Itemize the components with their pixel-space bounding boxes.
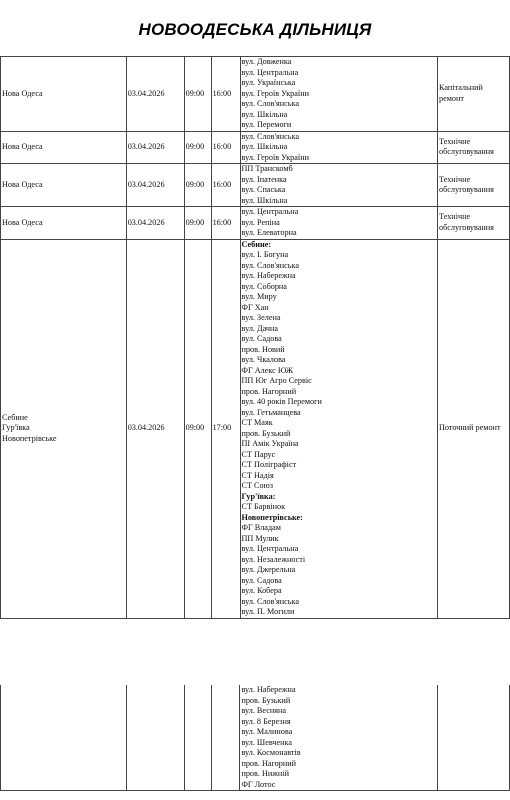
settlement-name: Нова Одеса — [2, 88, 43, 98]
work-type-cell: Технічне обслуговування — [438, 131, 510, 164]
street-item: вул. П. Могили — [241, 607, 295, 616]
street-item: пров. Нижній — [241, 769, 289, 778]
street-item: пров. Бузький — [241, 695, 291, 705]
table-row — [1, 131, 510, 164]
street-item: вул. Гетьманцева — [241, 407, 301, 417]
settlement-name: Новопетрівське — [2, 433, 57, 443]
street-item: вул. Миру — [241, 292, 277, 301]
start-time-cell: 09:00 — [184, 164, 211, 207]
street-item: вул. Центральна — [241, 207, 299, 216]
street-item: пров. Новий — [241, 344, 285, 354]
street-item: СТ Надія — [241, 470, 274, 480]
street-item: вул. Садова — [241, 334, 282, 343]
street-item: вул. Слов'янська — [241, 596, 299, 606]
street-item: вул. Героїв України — [241, 88, 309, 98]
street-item: ФГ Хан — [241, 302, 269, 312]
streets-cell — [240, 685, 438, 791]
street-item: вул. Елеваторна — [241, 228, 297, 237]
date-cell — [126, 685, 184, 791]
date-cell: 03.04.2026 — [126, 164, 184, 207]
street-item: вул. Репіна — [241, 217, 280, 227]
page-title: НОВООДЕСЬКА ДІЛЬНИЦЯ — [138, 20, 372, 39]
street-item: вул. Набережна — [241, 685, 296, 694]
settlement-cell — [1, 57, 127, 132]
settlement-cell — [1, 207, 127, 240]
street-item: СТ Союз — [241, 481, 273, 490]
street-item: вул. Шкільна — [241, 109, 288, 119]
street-item: вул. Шкільна — [241, 142, 288, 151]
street-item: вул. Кобера — [241, 586, 282, 595]
street-item: вул. Соборна — [241, 281, 287, 291]
street-item: вул. Дачна — [241, 323, 279, 333]
street-item: вул. Весняна — [241, 706, 287, 715]
street-item: вул. Центральна — [241, 544, 299, 553]
work-type-cell: Капітальний ремонт — [438, 57, 510, 132]
street-item: СТ Маяк — [241, 418, 273, 427]
end-time-cell — [211, 685, 240, 791]
streets-cell — [240, 57, 437, 132]
street-item: вул. Набережна — [241, 271, 296, 280]
street-item: вул. Джерельна — [241, 565, 296, 574]
start-time-cell — [184, 685, 211, 791]
street-item: вул. Незалежності — [241, 554, 306, 564]
date-cell: 03.04.2026 — [126, 207, 184, 240]
street-item: вул. Малинова — [241, 727, 293, 736]
street-item: ПП Транскомб — [241, 164, 293, 173]
settlement-name: Нова Одеса — [2, 142, 43, 151]
street-item: вул. Зелена — [241, 313, 281, 322]
end-time-cell: 16:00 — [211, 57, 240, 132]
start-time-cell: 09:00 — [184, 207, 211, 240]
start-time-cell: 09:00 — [184, 131, 211, 164]
table-row — [1, 207, 510, 240]
street-item: вул. Садова — [241, 575, 282, 585]
work-type-cell: Технічне обслуговування — [438, 164, 510, 207]
table-row — [1, 164, 510, 207]
end-time-cell: 16:00 — [211, 131, 240, 164]
work-type-cell: Поточний ремонт — [438, 239, 510, 618]
streets-cell — [240, 131, 437, 164]
table-row — [1, 239, 510, 618]
street-item: ФГ Владам — [241, 523, 281, 532]
street-item: пров. Нагорний — [241, 758, 296, 768]
settlement-cell — [1, 239, 127, 618]
outage-schedule-table-continuation — [0, 685, 510, 791]
settlement-name: Нова Одеса — [2, 179, 43, 189]
street-item: вул. І. Богуна — [241, 250, 289, 259]
locality-heading: Себине: — [241, 239, 272, 249]
work-type-cell: Технічне обслуговування — [438, 207, 510, 240]
table-row-continued — [1, 685, 510, 791]
street-item: пров. Нагорний — [241, 386, 297, 396]
streets-cell — [240, 207, 437, 240]
street-item: пров. Бузький — [241, 428, 291, 438]
street-item: вул. Українська — [241, 78, 296, 87]
street-item: вул. Центральна — [241, 67, 299, 77]
end-time-cell: 16:00 — [211, 207, 240, 240]
street-item: вул. Перемоги — [241, 120, 292, 129]
settlement-name: Нова Одеса — [2, 217, 43, 227]
street-item: вул. Чкалова — [241, 355, 286, 364]
settlement-cell — [1, 685, 127, 791]
street-item: СТ Поліграфіст — [241, 460, 297, 469]
street-item: вул. 8 Березня — [241, 716, 291, 726]
end-time-cell: 16:00 — [211, 164, 240, 207]
street-item: вул. Спаська — [241, 185, 286, 194]
street-item: ФГ Алекс ЮЖ — [241, 365, 294, 375]
street-item: вул. 40 років Перемоги — [241, 397, 322, 406]
table-row — [1, 57, 510, 132]
settlement-name: Себине — [2, 412, 28, 422]
street-item: ФГ Лотос — [241, 779, 276, 789]
street-item: вул. Героїв України — [241, 152, 309, 162]
street-item: вул. Довженка — [241, 57, 292, 66]
outage-schedule-table — [0, 56, 510, 619]
start-time-cell: 09:00 — [184, 57, 211, 132]
date-cell: 03.04.2026 — [126, 131, 184, 164]
street-item: вул. Космонавтів — [241, 748, 301, 757]
settlement-cell — [1, 131, 127, 164]
street-item: вул. Слов'янська — [241, 131, 299, 141]
work-type-cell — [438, 685, 510, 791]
street-item: ПП Мулик — [241, 533, 279, 543]
street-item: ПП Юг Агро Сервіс — [241, 376, 312, 385]
street-item: вул. Шкільна — [241, 195, 288, 205]
streets-cell — [240, 164, 437, 207]
date-cell: 03.04.2026 — [126, 239, 184, 618]
street-item: вул. Слов'янська — [241, 99, 299, 108]
streets-cell — [240, 239, 437, 618]
settlement-name: Гур'ївка — [2, 423, 30, 433]
date-cell: 03.04.2026 — [126, 57, 184, 132]
end-time-cell: 17:00 — [211, 239, 240, 618]
locality-heading: Гур'ївка: — [241, 491, 276, 501]
street-item: вул. Слов'янська — [241, 260, 299, 270]
street-item: вул. Іпатенка — [241, 174, 287, 184]
street-item: СТ Барвінок — [241, 502, 286, 511]
street-item: вул. Шевченка — [241, 737, 293, 747]
locality-heading: Новопетрівське: — [241, 512, 303, 522]
street-item: СТ Парус — [241, 449, 276, 459]
street-item: ПІ Амік Україна — [241, 439, 299, 448]
start-time-cell: 09:00 — [184, 239, 211, 618]
settlement-cell — [1, 164, 127, 207]
